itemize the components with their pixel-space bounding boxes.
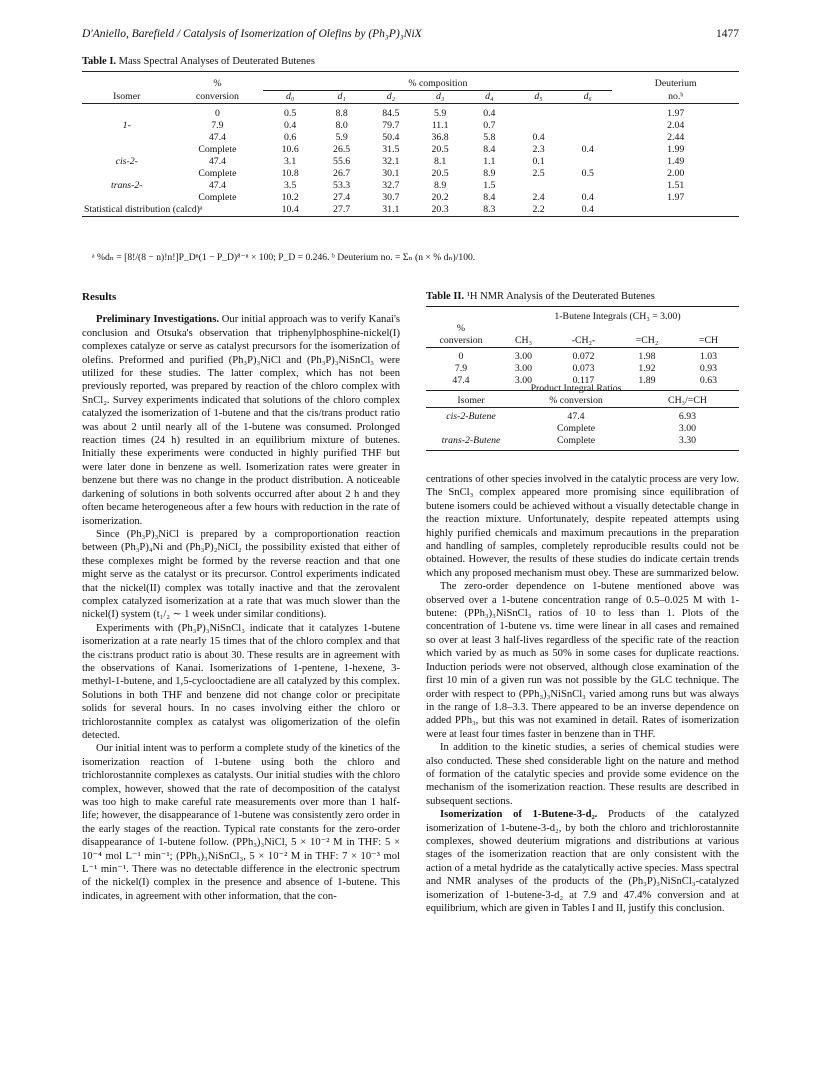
table-row [426,423,739,435]
paragraph: Experiments with (Ph₃P)₃NiSnCl₃ indicate that it catalyzes 1-butene isomerization at a rate nearly 15 times that of the chloro complex and that the cis:trans product ratio is about 30. These results are in agreement with the observations of Kanai. Isomerizations of 1-pentene, 1-hexene, 3-methyl-1-butene, and 1,5-cyclooctadiene are all catalyzed by this complex. Solutions in both THF and benzene did not change color or precipitate solids for several hours. In no cases involving either the chloro or trichlorostannite complex as catalyst was oligomerization of the olefin detected. [82,622,400,741]
value-cell: 32.7 [382,180,400,191]
value-cell [563,156,612,168]
value-cell: 0.63 [699,375,718,386]
ratios-group: Product Integral Ratios [530,383,622,394]
conversion-cell: Complete [198,144,237,155]
value-cell: 1.92 [638,363,656,374]
isomer-cell [82,192,172,204]
paragraph-text: Our initial approach was to verify Kanai's conclusion and Otsuka's observation that triphenylphosphine-nickel(I) complexes catalyze or serve as catalyst precursors for the isomerization of olefins. Preformed and purified (Ph₃P)₃NiCl and (Ph₃P)₃NiSnCl₃ were utilized for these studies. The latter complex, which has not been previously reported, was prepared by reaction of the chloro complex with SnCl₂. Survey experiments indicated that solutions of the chloro complex catalyzed the isomerization of 1-butene and that the cis/trans product ratio was about 2 until nearly all of the 1-butene was consumed. Prolonged reaction times (24 h) resulted in an equilibrium mixture of butenes. Initially these experiments were conducted in highly purified THF but were later done in benzene as well. Isomerization rates were greater in benzene but there was no change in the product distribution. A noticeable darkening of solutions in both solvents occurred after about 2 h and they often became heterogeneous after a few hours with reduction in the rate of isomerization. [82,314,400,527]
isomer-cell [82,132,172,144]
value-cell: 20.5 [431,144,449,155]
value-cell: 30.7 [382,192,400,203]
value-cell: 1.5 [483,180,496,191]
isomer-cell: cis-2- [115,156,138,167]
table-row [82,156,739,168]
value-cell [563,132,612,144]
value-cell: 1.89 [638,375,656,386]
value-cell: 3.1 [284,156,297,167]
value-cell: 53.3 [333,180,351,191]
paragraph: The zero-order dependence on 1-butene mentioned above was observed over a 1-butene concentration range of 0.5–0.025 M with 1-butene: (PPh₃)₃NiSnCl₃ ratios of 10 to less than 1. Plots of the concentration of 1-butene vs. time were linear in all cases and remained so over at least 3 half-lives regardless of the specific rate of the reaction which varied by as much as 50% in some cases for duplicate reactions. Induction periods were not observed, although close examination of the first 10 min of a given run was not possible by the GLC technique. The order with respect to (PPh₃)₃NiSnCl₃ varied among runs but was always in the range of 1.8–3.3. There appeared to be an inverse dependence on added PPh₃, but this was not examined in detail. Rates of isomerization were at least four times faster in benzene than in THF. [426,581,739,740]
value-cell: 0.4 [483,108,496,119]
table1-top-rule [82,71,739,72]
isomer-cell [82,144,172,156]
h2-eq-ch: =CH [698,335,719,346]
value-cell: 0.4 [532,132,545,143]
h-conversion: conversion [172,91,264,104]
section-heading: Results [82,291,117,303]
isomer-cell: trans-2-Butene [441,435,501,446]
value-cell: 0.1 [532,156,545,167]
paragraph: centrations of other species involved in the catalytic process are very low. The SnCl₃ complex appeared more promising since equilibration of butene isomers could be achieved without a visually detectable change in the reaction mixture. Unfortunately, despite repeated attempts using highly purified chemicals and maximum precautions in the preparation and handling of samples, completely reproducible results could not be obtained. However, the results of these studies do indicate certain trends which any proposed mechanism must obey. These are summarized below. [426,474,739,579]
h2-pct: % [456,323,466,334]
table-row [426,411,739,423]
table2-caption [426,291,655,302]
value-cell: 3.00 [514,363,533,374]
value-cell: 36.8 [431,132,449,143]
conversion-cell: 47.4 [208,180,226,191]
h-pct: % [213,78,222,90]
paragraph: In addition to the kinetic studies, a series of chemical studies were also conducted. These shed considerable light on the nature and method of formation of the catalytic species and provide some evidence on the mechanism of the isomerization reaction. These results are described in subsequent sections. [426,742,739,807]
table-row [82,132,739,144]
conversion-cell: Complete [198,192,237,203]
value-cell: 5.8 [483,132,496,143]
table-row [82,144,739,156]
value-cell: 2.04 [667,120,685,131]
value-cell: 1.51 [667,180,685,191]
integrals-group: 1-Butene Integrals (CH₃ = 3.00) [554,311,681,322]
value-cell: 3.30 [678,435,697,446]
value-cell: 8.0 [335,120,348,131]
value-cell [563,108,612,120]
value-cell: 1.97 [667,108,685,119]
stat-d5: 2.2 [532,204,545,215]
value-cell: 26.7 [333,168,351,179]
value-cell: 0.7 [483,120,496,131]
table-row [426,351,739,363]
value-cell: 55.6 [333,156,351,167]
value-cell: 0.072 [572,351,595,362]
paragraph: Since (Ph₃P)₃NiCl is prepared by a comproportionation reaction between (Ph₃P)₄Ni and (Ph₃P)₂NiCl₂ the possibility existed that either of these complexes might be formed by the reverse reaction and that one might serve as the catalyst or its precursor. Control experiments indicated that the nickel(II) complex was totally inactive and that the zerovalent complex catalyzed isomerization at a rate that was much slower than the nickel(I) system (t₁/₂ ∼ 1 week under similar conditions). [82,528,400,621]
conversion-cell: 7.9 [211,120,224,131]
isomer-cell [426,423,516,435]
isomer-cell [82,168,172,180]
value-cell [514,180,563,192]
value-cell: 10.8 [281,168,299,179]
running-header [82,28,739,40]
h-isomer: Isomer [82,91,172,104]
value-cell: 20.5 [431,168,449,179]
value-cell: 3.00 [514,351,533,362]
paragraph [426,808,739,915]
conversion-cell: 47.4 [208,156,226,167]
value-cell: 3.00 [514,375,533,386]
value-cell: 20.2 [431,192,449,203]
value-cell: 8.9 [433,180,447,191]
value-cell [563,120,612,132]
value-cell: 7.9 [454,363,468,374]
h-deut-no: no.ᵇ [612,91,739,104]
table-row [426,435,739,447]
value-cell: 10.2 [281,192,299,203]
stat-label: Statistical distribution (calcd)ᵃ [84,204,203,215]
table-row [82,120,739,132]
value-cell: 2.00 [667,168,685,179]
value-cell: 1.1 [483,156,496,167]
stat-d2: 31.1 [382,204,400,215]
page-number: 1477 [716,28,739,40]
value-cell: 47.4 [567,411,585,422]
table2-integrals [426,311,739,391]
paragraph: Our initial intent was to perform a complete study of the kinetics of the isomerization reaction of 1-butene using both the chloro and trichlorostannite complexes as catalysts. Our initial studies with the chloro complex, however, showed that the rate of decomposition of the catalyst was too high to make careful rate measurements over more than 1 half-life; however, the disappearance of 1-butene was consistently zero order in the early stages of the reaction. Typical rate constants for the zero-order disappearance of 1-butene follow. (PPh₃)₃NiCl, 5 × 10⁻² M in THF: 5 × 10⁻⁴ mol L⁻¹ min⁻¹; (PPh₃)₃NiSnCl₃, 5 × 10⁻² M in THF: 7 × 10⁻³ mol L⁻¹ min⁻¹. There was no detectable difference in the electronic spectrum of the nickel(I) complex in the presence and absence of 1-butene. This indicates, in agreement with other information, that the con- [82,743,400,902]
run-in-heading: Isomerization of 1-Butene-3-d₂. [440,809,598,821]
isomer-cell: trans-2- [110,180,143,191]
table2-title: ¹H NMR Analysis of the Deuterated Butenes [466,291,655,302]
value-cell: 2.4 [532,192,545,203]
value-cell: 6.93 [678,411,697,422]
value-cell: 10.6 [281,144,299,155]
value-cell: 11.1 [431,120,449,131]
value-cell: 1.98 [638,351,656,362]
value-cell: Complete [556,435,596,446]
col-d1: d₁ [317,91,366,104]
col-d6: d₆ [563,91,612,104]
run-in-heading: Preliminary Investigations. [96,314,219,326]
value-cell: 0.5 [581,168,594,179]
table-row [82,180,739,192]
conversion-cell: Complete [198,168,237,179]
isomer-cell: 1- [122,120,131,131]
value-cell: 27.4 [333,192,351,203]
col-d4: d₄ [465,91,514,104]
value-cell [514,120,563,132]
table1-caption [82,56,315,67]
value-cell: 3.00 [678,423,697,434]
value-cell: 0.4 [581,144,594,155]
value-cell: 0 [458,351,464,362]
table1-label: Table I. [82,56,117,67]
value-cell: 2.3 [532,144,545,155]
value-cell: 1.97 [667,192,685,203]
h2-ch2: -CH₂- [571,335,596,346]
value-cell: Complete [556,423,596,434]
paragraph [82,313,400,528]
value-cell: 8.4 [483,192,496,203]
value-cell: 0.6 [284,132,297,143]
conversion-cell: 47.4 [208,132,226,143]
value-cell: 32.1 [382,156,400,167]
h-deuterium: Deuterium [654,78,697,90]
value-cell: 0.117 [572,375,595,386]
value-cell: 2.44 [667,132,685,143]
value-cell: 5.9 [335,132,348,143]
value-cell: 0.4 [284,120,297,131]
table1 [82,78,739,217]
value-cell: 8.8 [335,108,348,119]
table-row [82,192,739,204]
value-cell: 0.93 [699,363,718,374]
table-row [82,168,739,180]
table1-footnote: ᵃ %dₙ = [8!/(8 − n)!n!]P_Dⁿ(1 − P_D)⁸⁻ⁿ × 100; P_D = 0.246. ᵇ Deuterium no. = Σₙ (n × % dₙ)/100. [92,252,476,263]
value-cell: 8.1 [433,156,447,167]
stat-d6: 0.4 [581,204,594,215]
value-cell: 1.99 [667,144,685,155]
h2b-ratio: CH₃/=CH [668,395,707,406]
h-composition: % composition [263,78,612,91]
stat-d4: 8.3 [483,204,496,215]
col-d2: d₂ [366,91,415,104]
h2b-conversion: % conversion [549,395,603,406]
value-cell: 8.9 [483,168,496,179]
col-d5: d₅ [514,91,563,104]
stat-d1: 27.7 [333,204,351,215]
value-cell: 50.4 [382,132,400,143]
conversion-cell: 0 [214,108,220,119]
table2-label: Table II. [426,291,465,302]
h2-ch3: CH₃ [514,335,533,346]
value-cell [514,108,563,120]
table1-title: Mass Spectral Analyses of Deuterated Butenes [118,56,315,67]
value-cell [563,180,612,192]
value-cell: 84.5 [382,108,400,119]
right-column [426,473,739,915]
table2-ratios [426,383,739,451]
value-cell: 30.1 [382,168,400,179]
value-cell: 79.7 [382,120,400,131]
h2-conversion: conversion [439,335,483,346]
value-cell: 31.5 [382,144,400,155]
table-row [82,108,739,120]
stat-d3: 20.3 [431,204,449,215]
value-cell: 2.5 [532,168,545,179]
h2-eq-ch2: =CH₂ [635,335,659,346]
running-title: D'Aniello, Barefield / Catalysis of Isomerization of Olefins by (Ph₃P)₃NiX [82,28,422,40]
value-cell: 1.49 [667,156,685,167]
value-cell: 1.03 [699,351,718,362]
value-cell: 8.4 [483,144,496,155]
value-cell: 47.4 [452,375,470,386]
value-cell: 26.5 [333,144,351,155]
table-row [426,363,739,375]
col-d0: d₀ [263,91,317,104]
h2b-isomer: Isomer [457,395,485,406]
value-cell: 3.5 [284,180,297,191]
value-cell: 0.4 [581,192,594,203]
stat-d0: 10.4 [281,204,299,215]
value-cell: 0.073 [572,363,595,374]
value-cell: 0.5 [284,108,297,119]
col-d3: d₃ [415,91,464,104]
table2-top-rule [426,306,739,307]
value-cell: 5.9 [433,108,447,119]
paragraph-text: Products of the catalyzed isomerization of 1-butene-3-d₂, by both the chloro and trichlorostannite complexes, showed deuterium migrations and distributions at various stages of the isomerization reaction that are only consistent with the action of a metal hydride as the catalytically active species. Mass spectral and NMR analyses of the products of the (Ph₃P)₃NiSnCl₃-catalyzed isomerization of 1-butene-3-d₂ at 7.9 and 47.4% conversion and at equilibrium, which are given in Tables I and II, justify this conclusion. [426,809,740,914]
left-column [82,291,400,903]
isomer-cell [82,108,172,120]
isomer-cell: cis-2-Butene [446,411,496,422]
